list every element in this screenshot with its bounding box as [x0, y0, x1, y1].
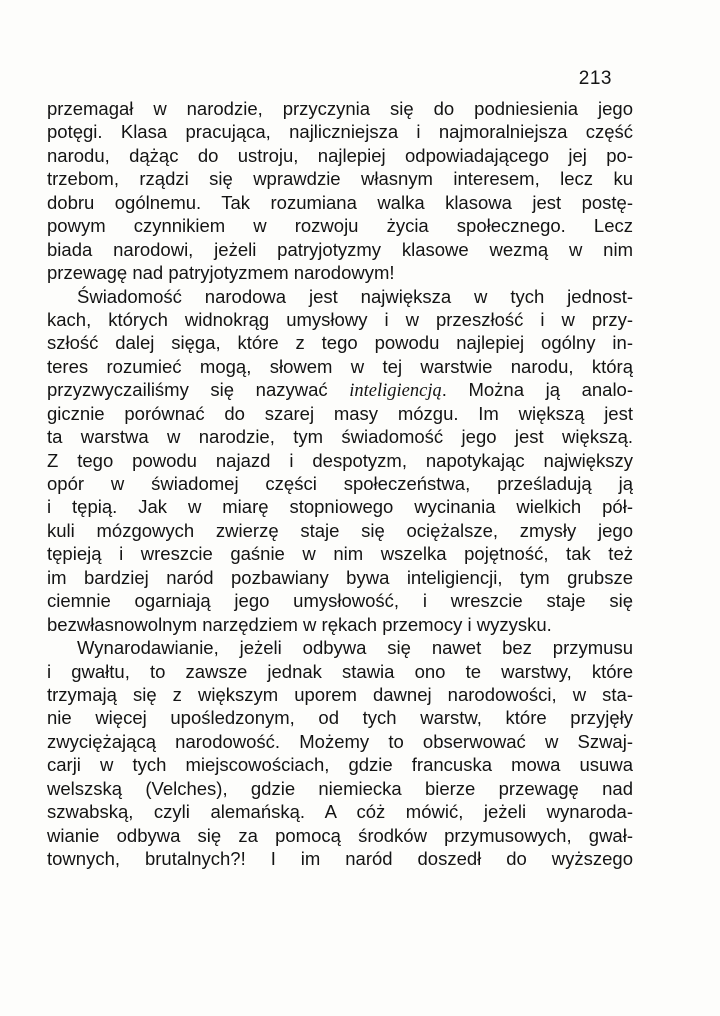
text-line: gicznie porównać do szarej masy mózgu. Im większą jest	[47, 402, 633, 424]
body-text	[47, 97, 633, 870]
text-line: trzebom, rządzi się wprawdzie własnym interesem, lecz ku	[47, 168, 633, 190]
text-line: zwyciężającą narodowość. Możemy to obserwować w Szwaj-	[47, 730, 633, 752]
text-line: ciemnie ogarniają jego umysłowość, i wreszcie staje się	[47, 590, 633, 612]
emphasized-word: inteligiencją	[349, 381, 442, 402]
page-number: 213	[578, 68, 612, 89]
text-line: i gwałtu, to zawsze jednak stawia ono te warstwy, które	[47, 660, 633, 682]
text-line: carji w tych miejscowościach, gdzie francuska mowa usuwa	[47, 754, 633, 776]
text-line: im bardziej naród pozbawiany bywa inteligiencji, tym grubsze	[47, 566, 633, 588]
text-line: kuli mózgowych zwierzę staje się ociężalsze, zmysły jego	[47, 519, 633, 541]
text-line: opór w świadomej części społeczeństwa, prześladują ją	[47, 473, 633, 494]
text-line: wianie odbywa się za pomocą środków przymusowych, gwał-	[47, 824, 633, 846]
text-line: narodu, dążąc do ustroju, najlepiej odpowiadającego jej po-	[47, 144, 633, 166]
text-line: i tępią. Jak w miarę stopniowego wycinania wielkich pół-	[47, 496, 633, 518]
text-line: trzymają się z większym uporem dawnej narodowości, w sta-	[47, 683, 633, 705]
text-line: biada narodowi, jeżeli patryjotyzmy klasowe wezmą w nim	[47, 238, 633, 260]
text-line: ta warstwa w narodzie, tym świadomość jego jest większą.	[47, 426, 633, 448]
text-line: kach, których widnokrąg umysłowy i w przeszłość i w przy-	[47, 308, 633, 330]
text-line: tępieją i wreszcie gaśnie w nim wszelka pojętność, tak też	[47, 543, 633, 565]
text-line: teres rozumieć mogą, słowem w tej warstwie narodu, którą	[47, 355, 633, 377]
text-line: welszską (Velches), gdzie niemiecka bierze przewagę nad	[47, 777, 633, 799]
text-line: szwabską, czyli alemańską. A cóż mówić, jeżeli wynaroda-	[47, 801, 633, 823]
text-line: nie więcej upośledzonym, od tych warstw, które przyjęły	[47, 707, 633, 729]
text-line: potęgi. Klasa pracująca, najliczniejsza i najmoralniejsza część	[47, 121, 633, 143]
text-line: Świadomość narodowa jest największa w tych jednost-	[77, 285, 633, 307]
text-line: townych, brutalnych?! I im naród doszedł do wyższego	[47, 848, 633, 869]
text-line: przyzwyczailiśmy się nazywać inteligiencją. Można ją analo-	[47, 379, 633, 402]
text-line: przemagał w narodzie, przyczynia się do podniesienia jego	[47, 98, 633, 119]
text-line: przewagę nad patryjotyzmem narodowym!	[47, 262, 395, 284]
text-line: bezwłasnowolnym narzędziem w rękach przemocy i wyzysku.	[47, 613, 552, 635]
text-line: Wynarodawianie, jeżeli odbywa się nawet bez przymusu	[77, 637, 633, 659]
text-line: Z tego powodu najazd i despotyzm, napotykając największy	[47, 449, 633, 471]
text-line: powym czynnikiem w rozwoju życia społecznego. Lecz	[47, 215, 633, 237]
text-line: szłość dalej sięga, które z tego powodu najlepiej ogólny in-	[47, 332, 633, 354]
text-line: dobru ogólnemu. Tak rozumiana walka klasowa jest postę-	[47, 191, 633, 213]
